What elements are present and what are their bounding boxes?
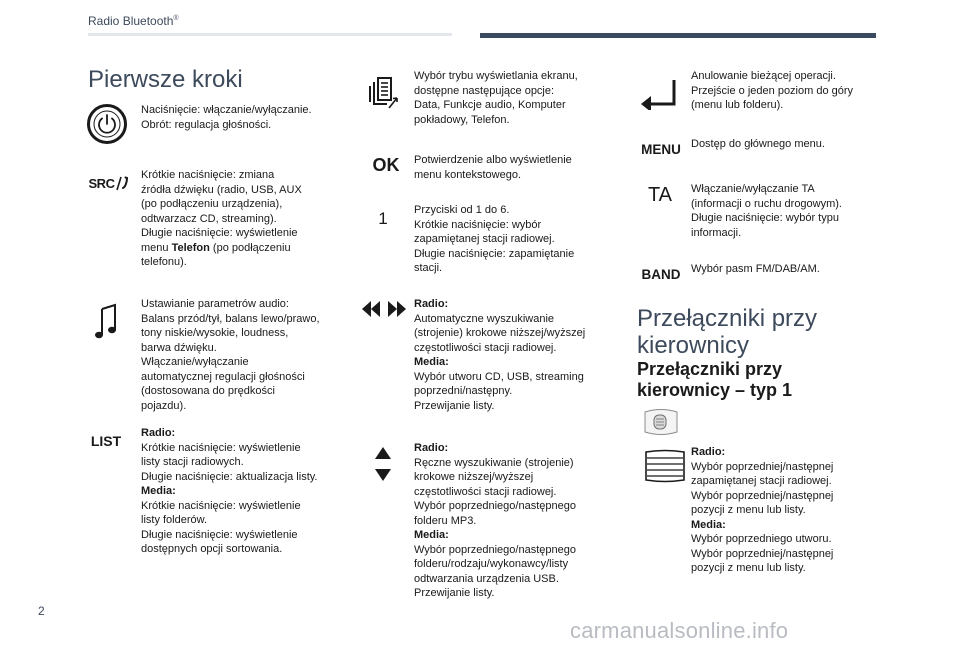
text-line: Krótkie naciśnięcie: wyświetlenie <box>141 441 301 454</box>
text-line: Dostęp do głównego menu. <box>691 138 825 150</box>
text-line: odtwarzania urządzenia USB. <box>414 572 559 585</box>
text-line: pozycji z menu lub listy. <box>691 504 806 516</box>
section-title-steering-controls <box>637 305 817 359</box>
radio-heading: Radio: <box>414 298 449 310</box>
text-line: barwa dźwięku. <box>141 341 217 354</box>
src-label: SRC <box>88 175 115 191</box>
text-line: Długie naciśnięcie: zapamiętanie <box>414 247 575 260</box>
text-line: Obrót: regulacja głośności. <box>141 118 272 131</box>
up-down-arrows-icon <box>374 446 392 482</box>
ta-icon <box>640 183 680 207</box>
media-heading: Media: <box>691 518 726 531</box>
text-line: Data, Funkcje audio, Komputer <box>414 99 566 111</box>
display-mode-description <box>414 69 578 127</box>
subsection-title-steering-type1 <box>637 359 792 401</box>
seek-left-right-icon <box>362 300 406 318</box>
band-description <box>691 262 820 277</box>
text-line: automatycznej regulacji głośności <box>141 370 305 383</box>
text-line: pozycji z menu lub listy. <box>691 562 806 574</box>
text-line: Przejście o jeden poziom do góry <box>691 84 854 97</box>
text-line: częstotliwości stacji radiowej. <box>414 341 557 354</box>
text-line: Przyciski od 1 do 6. <box>414 204 510 216</box>
display-mode-icon <box>366 76 400 110</box>
header-title <box>88 14 179 28</box>
text-line: krokowe niższej/wyższej <box>414 471 534 483</box>
text-line: pojazdu). <box>141 399 187 412</box>
back-description <box>691 69 853 113</box>
src-phone-icon <box>86 172 132 194</box>
ok-description <box>414 153 572 182</box>
list-label: LIST <box>90 433 122 449</box>
text-line: (strojenie) krokowe niższej/wyższej <box>414 327 586 339</box>
radio-heading: Radio: <box>691 446 726 458</box>
radio-heading: Radio: <box>141 427 176 439</box>
text-line: poprzedni/następny. <box>414 385 513 397</box>
src-description <box>141 168 302 270</box>
text-line: (informacji o ruchu drogowym). <box>691 197 842 210</box>
text-line: Włączanie/wyłączanie TA <box>691 183 815 195</box>
text-line: tony niskie/wysokie, loudness, <box>141 327 289 339</box>
menu-icon <box>636 138 686 160</box>
text-line: Balans przód/tył, balans lewo/prawo, <box>141 312 320 325</box>
media-heading: Media: <box>414 529 449 541</box>
menu-label: MENU <box>641 141 681 157</box>
text-line: Wybór poprzedniego/następnego <box>414 500 576 512</box>
title-line: Przełączniki przy <box>637 359 783 379</box>
text-line: dostępnych opcji sortowania. <box>141 543 283 555</box>
text-line: Naciśnięcie: włączanie/wyłączanie. <box>141 104 312 116</box>
list-description <box>141 426 318 557</box>
text-line: Krótkie naciśnięcie: wyświetlenie <box>141 499 301 512</box>
text-line: częstotliwości stacji radiowej. <box>414 485 557 498</box>
text-line: Wybór utworu CD, USB, streaming <box>414 370 584 383</box>
text-line: menu kontekstowego. <box>414 168 522 181</box>
text-line: zapamiętanej stacji radiowej. <box>691 475 832 487</box>
telefon-bold: Telefon <box>171 241 210 254</box>
text-line: folderu MP3. <box>414 514 477 527</box>
ok-label: OK <box>372 154 400 175</box>
title-line: Przełączniki przy <box>637 305 818 332</box>
text-line: (po podłączeniu urządzenia), <box>141 198 283 210</box>
text-line: Potwierdzenie albo wyświetlenie <box>414 154 572 166</box>
steering-scroll-description <box>691 445 833 576</box>
text-line: Automatyczne wyszukiwanie <box>414 312 555 325</box>
text-line: Wybór poprzedniego utworu. <box>691 533 832 545</box>
text-line: pokładowy, Telefon. <box>414 113 510 126</box>
text-line: listy stacji radiowych. <box>141 456 244 468</box>
title-line: kierownicy – typ 1 <box>637 380 793 400</box>
text-line: Długie naciśnięcie: wyświetlenie <box>141 528 298 541</box>
text-line: listy folderów. <box>141 514 208 526</box>
text-line: zapamiętanej stacji radiowej. <box>414 233 555 245</box>
power-knob-icon <box>86 103 128 145</box>
slash-phone-icon <box>115 175 129 191</box>
text-line: (dostosowana do prędkości <box>141 385 275 397</box>
list-icon <box>86 430 126 452</box>
digit-label: 1 <box>378 209 388 228</box>
trademark-mark: ® <box>173 15 179 22</box>
steering-scroll-icon <box>642 448 688 484</box>
text-line: Włączanie/wyłączanie <box>141 356 249 368</box>
menu-description <box>691 137 825 152</box>
power-knob-description <box>141 103 312 132</box>
page-number: 2 <box>38 604 45 618</box>
text-line: Wybór poprzedniej/następnej <box>691 460 834 473</box>
text-fragment: menu <box>141 241 172 254</box>
text-line: Ustawianie parametrów audio: <box>141 298 289 310</box>
band-label: BAND <box>641 266 681 282</box>
text-line: informacji. <box>691 226 742 239</box>
text-line: Krótkie naciśnięcie: wybór <box>414 218 542 231</box>
text-line: Długie naciśnięcie: wyświetlenie <box>141 227 298 239</box>
text-line: Wybór poprzedniej/następnej <box>691 489 834 502</box>
media-heading: Media: <box>141 485 176 497</box>
text-line: Krótkie naciśnięcie: zmiana <box>141 169 275 181</box>
ta-label: TA <box>647 183 673 206</box>
text-line: odtwarzacz CD, streaming). <box>141 212 277 225</box>
preset-buttons-description <box>414 203 574 276</box>
media-heading: Media: <box>414 356 449 368</box>
text-line: Przewijanie listy. <box>414 399 495 412</box>
text-line: Wybór pasm FM/DAB/AM. <box>691 263 820 275</box>
header-rule-left <box>88 33 452 36</box>
music-note-icon <box>92 302 120 342</box>
text-line: Anulowanie bieżącej operacji. <box>691 70 836 82</box>
back-arrow-icon <box>640 77 680 111</box>
ok-icon <box>368 154 404 176</box>
text-line: telefonu). <box>141 256 187 268</box>
text-line: Wybór poprzedniej/następnej <box>691 547 834 560</box>
section-title-first-steps: Pierwsze kroki <box>88 66 243 93</box>
text-line: Wybór trybu wyświetlania ekranu, <box>414 70 578 82</box>
text-line: (menu lub folderu). <box>691 99 784 111</box>
text-line <box>141 241 302 256</box>
text-line: Wybór poprzedniego/następnego <box>414 543 576 556</box>
text-fragment: (po podłączeniu <box>209 241 291 254</box>
header-rule-right <box>480 33 876 38</box>
header-title-text: Radio Bluetooth <box>88 14 174 28</box>
manual-tuning-description <box>414 441 576 601</box>
radio-heading: Radio: <box>414 442 449 454</box>
ta-description <box>691 182 842 240</box>
text-line: źródła dźwięku (radio, USB, AUX <box>141 183 302 196</box>
text-line: dostępne następujące opcje: <box>414 84 555 97</box>
band-icon <box>636 263 686 285</box>
text-line: Ręczne wyszukiwanie (strojenie) <box>414 456 574 469</box>
digit-icon <box>372 207 394 231</box>
text-line: Przewijanie listy. <box>414 587 495 599</box>
seek-description <box>414 297 585 413</box>
text-line: stacji. <box>414 262 443 274</box>
text-line: folderu/rodzaju/wykonawcy/listy <box>414 558 569 570</box>
text-line: Długie naciśnięcie: aktualizacja listy. <box>141 470 318 483</box>
audio-settings-description <box>141 297 320 413</box>
steering-control-pad-icon <box>640 407 682 437</box>
title-line: kierownicy <box>637 332 750 359</box>
text-line: Długie naciśnięcie: wybór typu <box>691 212 839 224</box>
watermark: carmanualsonline.info <box>570 618 789 643</box>
